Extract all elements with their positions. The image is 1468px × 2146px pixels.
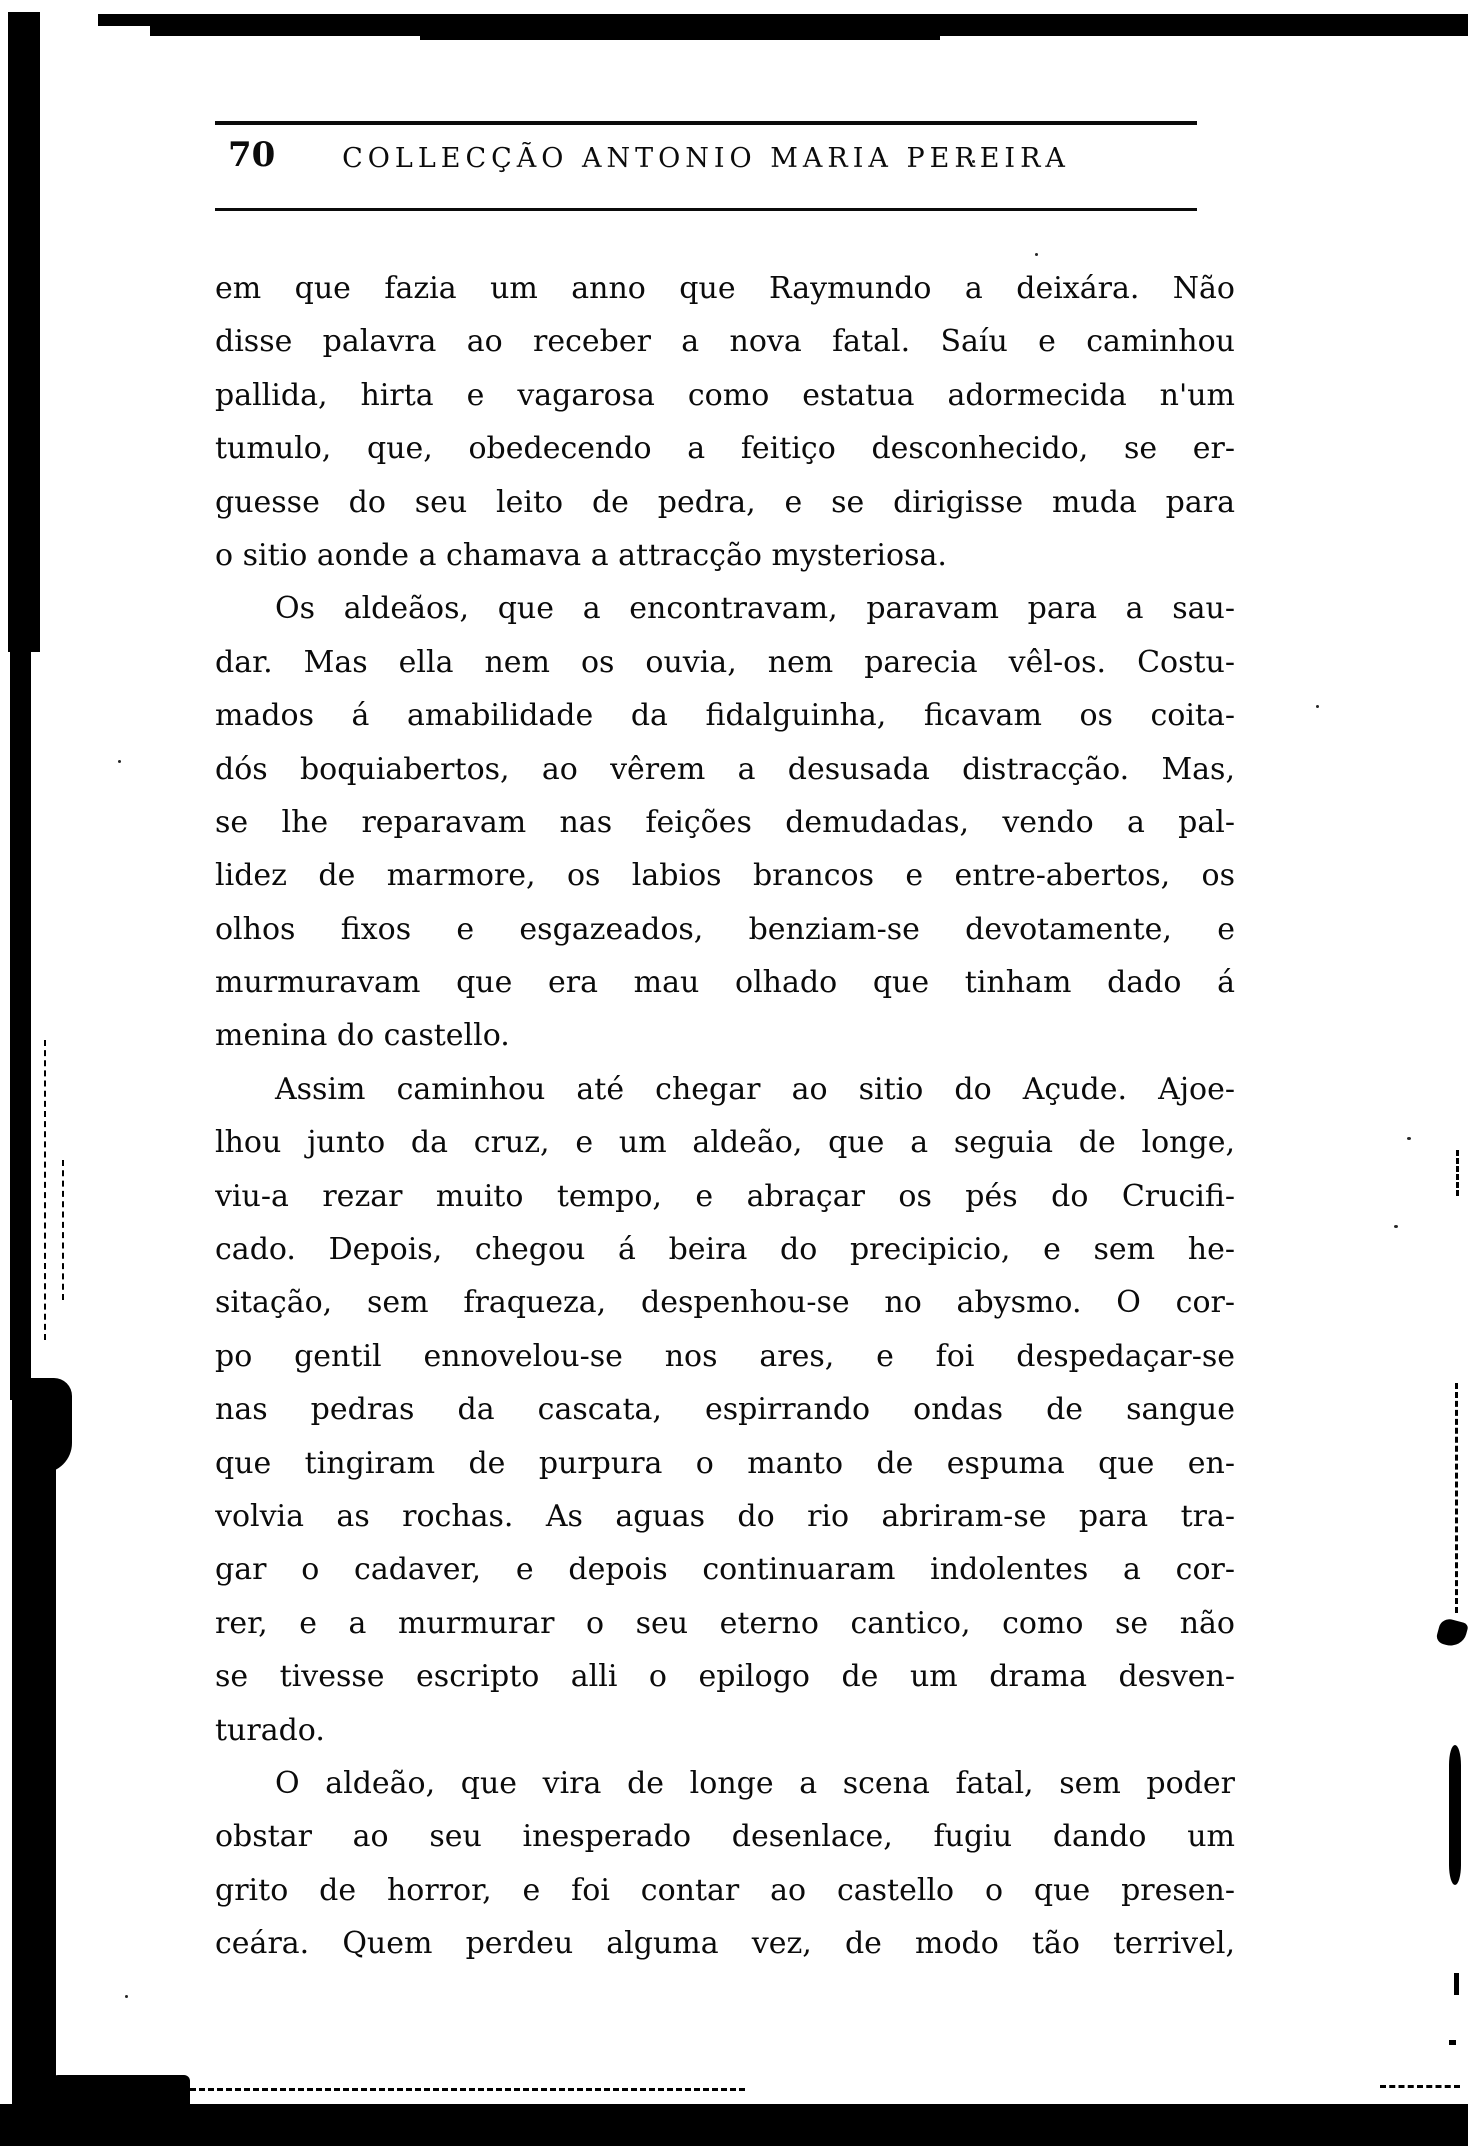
scan-speck bbox=[1407, 1137, 1411, 1140]
text-line: que tingiram de purpura o manto de espuma que en- bbox=[215, 1445, 1235, 1481]
text-block bbox=[215, 262, 1235, 1971]
text-line: se lhe reparavam nas feições demudadas, vendo a pal- bbox=[215, 804, 1235, 840]
text-line: rer, e a murmurar o seu eterno cantico, como se não bbox=[215, 1605, 1235, 1641]
text-line: cado. Depois, chegou á beira do precipicio, e sem he- bbox=[215, 1232, 1235, 1268]
text-line: dar. Mas ella nem os ouvia, nem parecia vêl-os. Costu- bbox=[215, 644, 1235, 680]
text-line: se tivesse escripto alli o epilogo de um drama desven- bbox=[215, 1659, 1235, 1695]
text-line: nas pedras da cascata, espirrando ondas de sangue bbox=[215, 1392, 1235, 1428]
scan-mark-left bbox=[62, 1160, 64, 1300]
text-line: turado. bbox=[215, 1712, 325, 1748]
scan-border-left bbox=[10, 600, 31, 1400]
running-header-title: COLLECÇÃO ANTONIO MARIA PEREIRA bbox=[342, 143, 1070, 174]
scan-border-top bbox=[420, 36, 940, 40]
scan-mark-left bbox=[44, 1040, 46, 1340]
text-line: olhos fixos e esgazeados, benziam-se devotamente, e bbox=[215, 911, 1235, 947]
scan-speck bbox=[1394, 1225, 1398, 1228]
scan-dotted-line bbox=[1380, 2085, 1460, 2088]
text-line: menina do castello. bbox=[215, 1018, 510, 1054]
scan-speck bbox=[1316, 705, 1319, 708]
scan-mark-right bbox=[1455, 1383, 1458, 1613]
text-line: lidez de marmore, os labios brancos e entre-abertos, os bbox=[215, 858, 1235, 894]
text-line: mados á amabilidade da fidalguinha, ficavam os coita- bbox=[215, 698, 1235, 734]
text-line: guesse do seu leito de pedra, e se dirigisse muda para bbox=[215, 484, 1235, 520]
scan-dotted-line bbox=[55, 2088, 745, 2091]
page-number: 70 bbox=[228, 135, 276, 175]
scan-mark-right bbox=[1449, 2040, 1456, 2045]
text-line: volvia as rochas. As aguas do rio abriram-se para tra- bbox=[215, 1498, 1235, 1534]
text-line: Assim caminhou até chegar ao sitio do Açude. Ajoe- bbox=[275, 1071, 1235, 1107]
text-line: lhou junto da cruz, e um aldeão, que a seguia de longe, bbox=[215, 1125, 1235, 1161]
text-line: pallida, hirta e vagarosa como estatua adormecida n'um bbox=[215, 377, 1235, 413]
text-line: tumulo, que, obedecendo a feitiço desconhecido, se er- bbox=[215, 431, 1235, 467]
scan-mark-right bbox=[1435, 1617, 1468, 1649]
text-line: sitação, sem fraqueza, despenhou-se no abysmo. O cor- bbox=[215, 1285, 1235, 1321]
scan-border-bottom bbox=[0, 2104, 1468, 2146]
text-line: Os aldeãos, que a encontravam, paravam para a sau- bbox=[275, 591, 1235, 627]
scan-speck bbox=[1035, 253, 1038, 256]
scan-border-top bbox=[150, 24, 1468, 36]
text-line: em que fazia um anno que Raymundo a deixára. Não bbox=[215, 271, 1235, 306]
text-line: disse palavra ao receber a nova fatal. Saíu e caminhou bbox=[215, 324, 1235, 360]
text-line: gar o cadaver, e depois continuaram indolentes a cor- bbox=[215, 1552, 1235, 1588]
scan-border-left-blob bbox=[30, 1378, 72, 1473]
text-line: dós boquiabertos, ao vêrem a desusada distracção. Mas, bbox=[215, 751, 1235, 787]
scan-border-left bbox=[8, 12, 40, 652]
text-line: obstar ao seu inesperado desenlace, fugiu dando um bbox=[215, 1819, 1235, 1855]
text-line: viu-a rezar muito tempo, e abraçar os pés do Crucifi- bbox=[215, 1178, 1235, 1214]
text-line: grito de horror, e foi contar ao castello o que presen- bbox=[215, 1872, 1235, 1908]
text-line: ceára. Quem perdeu alguma vez, de modo tão terrivel, bbox=[215, 1926, 1235, 1962]
text-line: O aldeão, que vira de longe a scena fatal, sem poder bbox=[275, 1765, 1235, 1801]
text-line: po gentil ennovelou-se nos ares, e foi despedaçar-se bbox=[215, 1338, 1235, 1374]
scan-border-left bbox=[12, 1380, 56, 2146]
header-rule-bottom bbox=[215, 208, 1197, 211]
text-line: o sitio aonde a chamava a attracção mysteriosa. bbox=[215, 537, 947, 573]
scan-mark-right bbox=[1456, 1150, 1459, 1196]
header-rule-top bbox=[215, 121, 1197, 125]
scan-mark-right bbox=[1449, 1745, 1461, 1885]
scan-speck bbox=[125, 1995, 128, 1998]
scan-speck bbox=[118, 760, 121, 763]
scan-mark-right bbox=[1454, 1973, 1459, 1995]
text-line: murmuravam que era mau olhado que tinham dado á bbox=[215, 965, 1235, 1001]
